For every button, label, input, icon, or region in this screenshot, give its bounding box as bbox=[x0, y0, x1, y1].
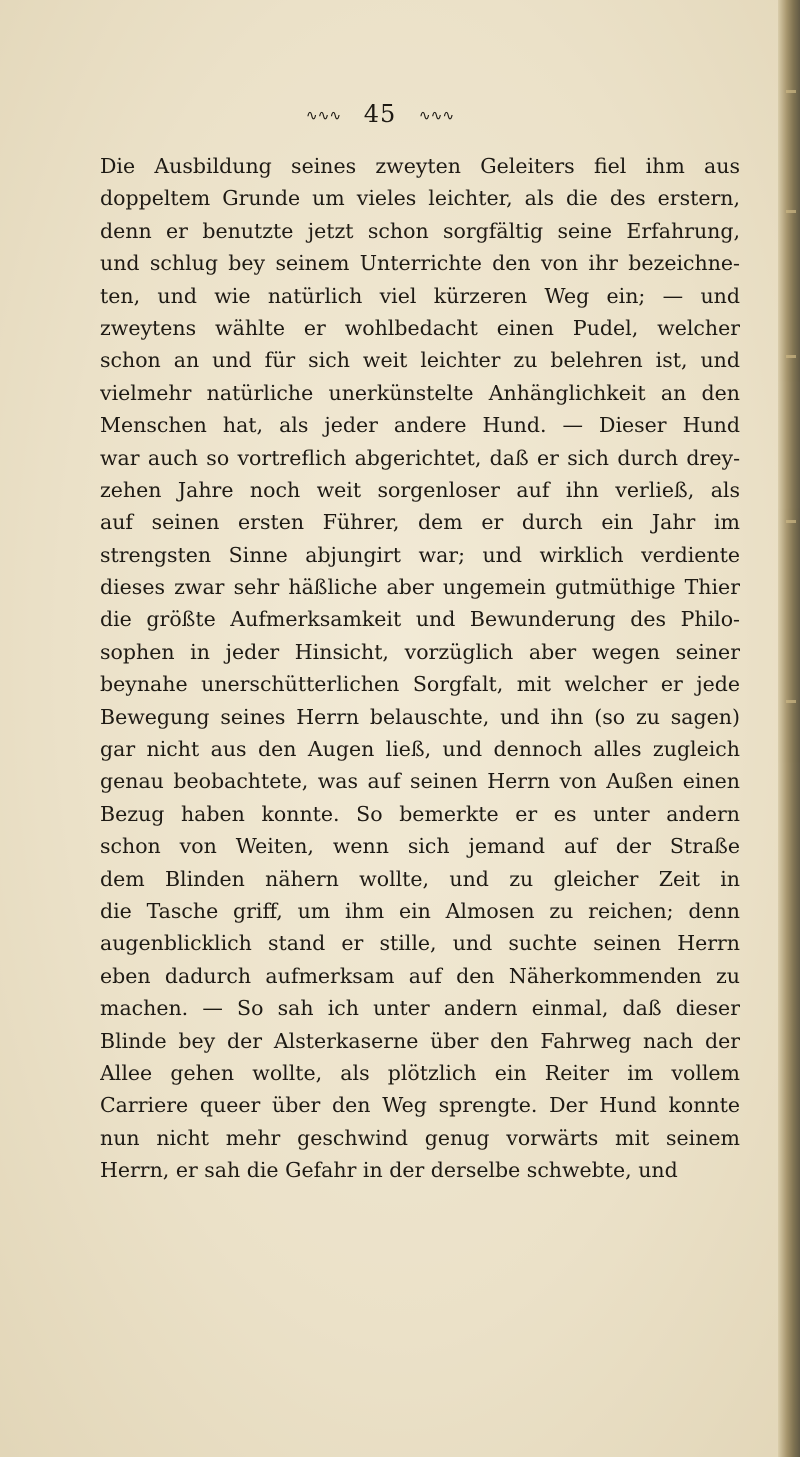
text-line: genau beobachtete, was auf seinen Herrn von Außen einen bbox=[100, 769, 740, 794]
text-line: denn er benutzte jetzt schon sorgfältig seine Erfahrung, bbox=[100, 218, 740, 243]
text-line: war auch so vortreflich abgerichtet, daß er sich durch drey- bbox=[100, 445, 740, 470]
text-line: auf seinen ersten Führer, dem er durch ein Jahr im bbox=[100, 510, 740, 535]
text-line: und schlug bey seinem Unterrichte den von ihr bezeichne- bbox=[100, 251, 740, 276]
text-line: strengsten Sinne abjungirt war; und wirklich verdiente bbox=[100, 542, 740, 567]
text-line: Menschen hat, als jeder andere Hund. — Dieser Hund bbox=[100, 413, 740, 438]
text-line: die größte Aufmerksamkeit und Bewunderung des Philo- bbox=[100, 607, 740, 632]
text-line: Blinde bey der Alsterkaserne über den Fahrweg nach der bbox=[100, 1028, 740, 1053]
text-line: schon von Weiten, wenn sich jemand auf der Straße bbox=[100, 834, 740, 859]
text-line: zehen Jahre noch weit sorgenloser auf ihn verließ, als bbox=[100, 477, 740, 502]
text-line: Carriere queer über den Weg sprengte. Der Hund konnte bbox=[100, 1093, 740, 1118]
text-line: Bezug haben konnte. So bemerkte er es unter andern bbox=[100, 801, 740, 826]
header-ornament-left: ∿∿∿ bbox=[305, 107, 342, 124]
text-line: dem Blinden nähern wollte, und zu gleicher Zeit in bbox=[100, 866, 740, 891]
text-line: gar nicht aus den Augen ließ, und dennoch alles zugleich bbox=[100, 737, 740, 762]
book-spine-edge bbox=[778, 0, 800, 1457]
text-line: ten, und wie natürlich viel kürzeren Weg ein; — und bbox=[100, 283, 740, 308]
text-line: sophen in jeder Hinsicht, vorzüglich aber wegen seiner bbox=[100, 639, 740, 664]
page-number: 45 bbox=[363, 100, 397, 128]
text-line: vielmehr natürliche unerkünstelte Anhänglichkeit an den bbox=[100, 380, 740, 405]
text-line: Allee gehen wollte, als plötzlich ein Reiter im vollem bbox=[100, 1060, 740, 1085]
text-line: augenblicklich stand er stille, und suchte seinen Herrn bbox=[100, 931, 740, 956]
header-ornament-right: ∿∿∿ bbox=[418, 107, 455, 124]
text-line: machen. — So sah ich unter andern einmal, daß dieser bbox=[100, 996, 740, 1021]
text-line: zweytens wählte er wohlbedacht einen Pudel, welcher bbox=[100, 315, 740, 340]
text-line: schon an und für sich weit leichter zu belehren ist, und bbox=[100, 348, 740, 373]
text-line: beynahe unerschütterlichen Sorgfalt, mit welcher er jede bbox=[100, 672, 740, 697]
text-line: Herrn, er sah die Gefahr in der derselbe schwebte, und bbox=[100, 1158, 678, 1183]
text-line: die Tasche griff, um ihm ein Almosen zu reichen; denn bbox=[100, 898, 740, 923]
text-line: nun nicht mehr geschwind genug vorwärts mit seinem bbox=[100, 1125, 740, 1150]
page-header bbox=[0, 100, 760, 128]
text-line: Die Ausbildung seines zweyten Geleiters fiel ihm aus bbox=[100, 154, 740, 178]
text-line: Bewegung seines Herrn belauschte, und ihn (so zu sagen) bbox=[100, 704, 740, 729]
text-line: eben dadurch aufmerksam auf den Näherkommenden zu bbox=[100, 963, 740, 988]
text-line: dieses zwar sehr häßliche aber ungemein gutmüthige Thier bbox=[100, 575, 740, 600]
text-line: doppeltem Grunde um vieles leichter, als die des erstern, bbox=[100, 186, 740, 211]
body-text bbox=[100, 150, 740, 1187]
